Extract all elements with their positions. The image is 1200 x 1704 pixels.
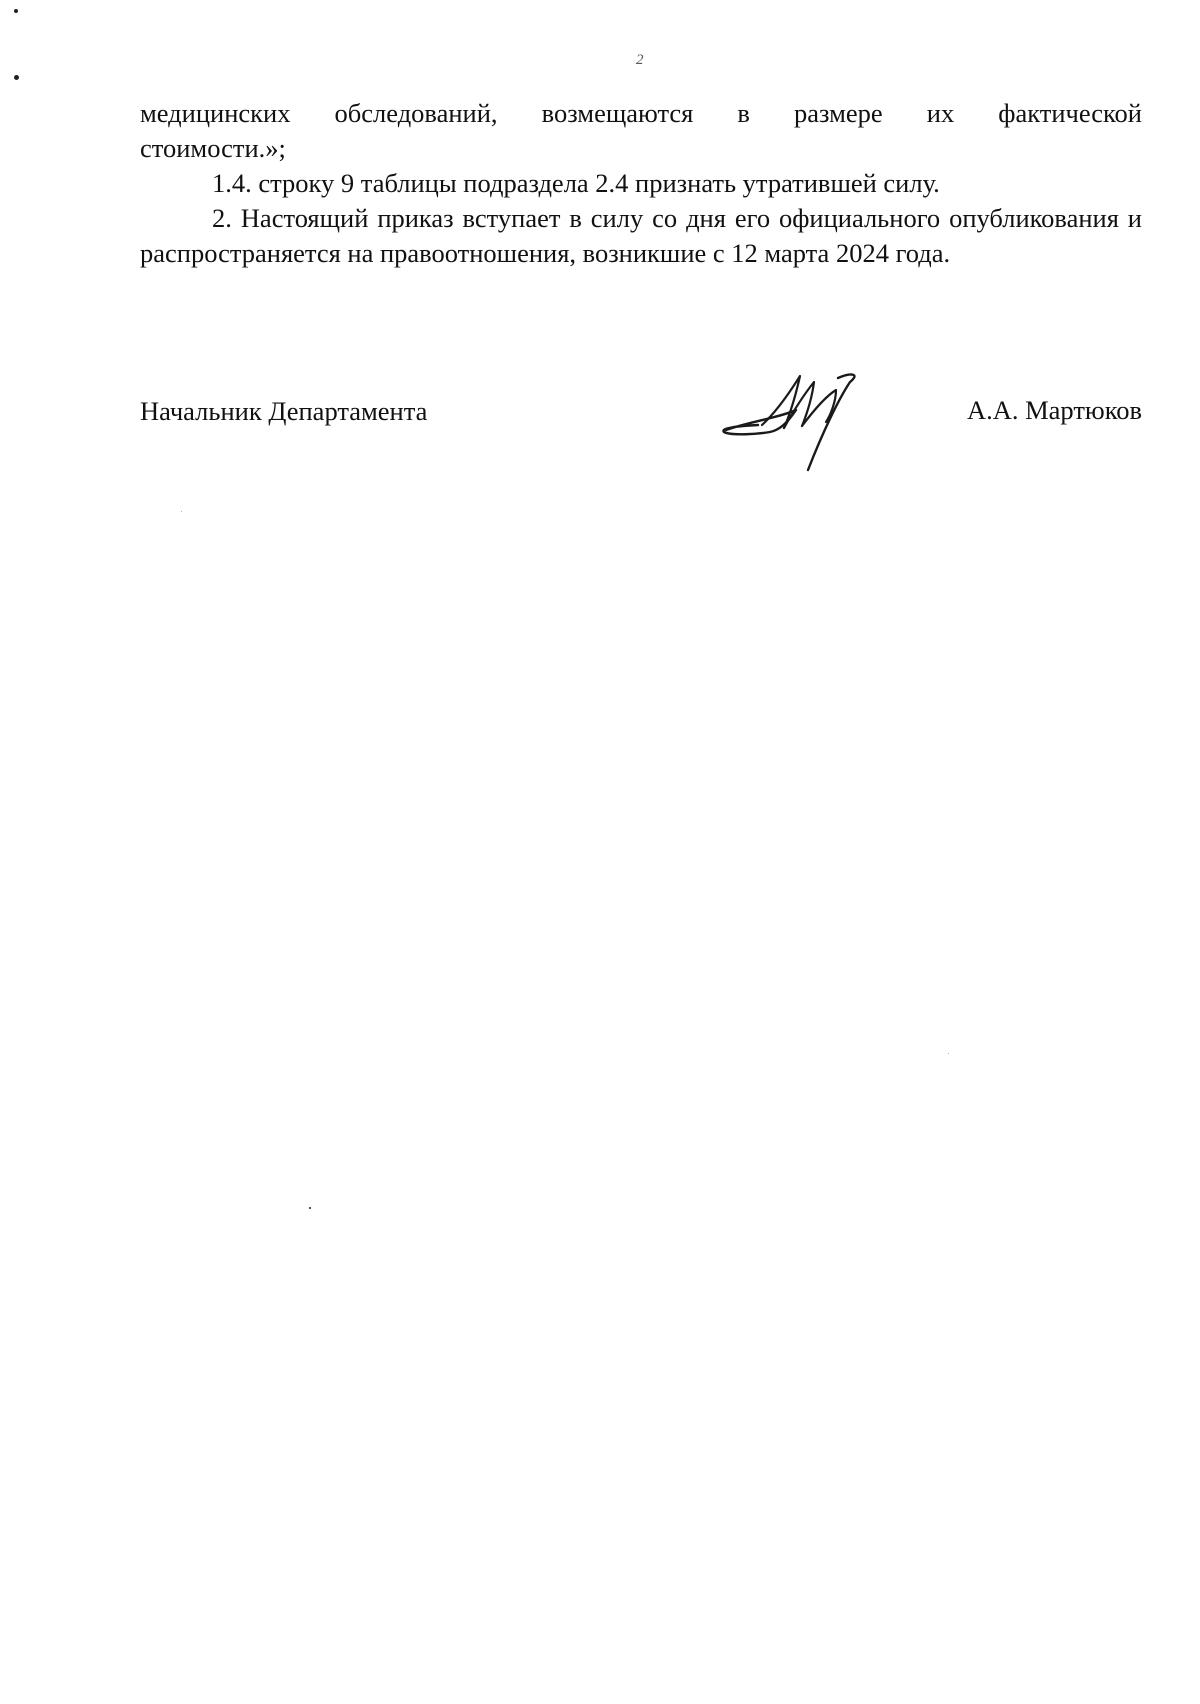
paragraph-item-2: 2. Настоящий приказ вступает в силу со дня его официального опубликования и распространяется на правоотношения, возникшие с 12 марта 2024 года.	[140, 203, 1142, 268]
signer-name: А.А. Мартюков	[966, 395, 1142, 425]
scan-mark	[14, 9, 18, 13]
paragraph-item-1-4: 1.4. строку 9 таблицы подраздела 2.4 признать утратившей силу.	[212, 168, 940, 198]
scan-mark	[14, 75, 19, 80]
page-number: 2	[636, 52, 644, 68]
signer-position: Начальник Департамента	[140, 396, 428, 426]
handwritten-signature	[718, 370, 878, 480]
scan-mark	[181, 511, 182, 512]
scan-mark	[948, 1053, 949, 1054]
document-body	[140, 96, 1142, 271]
scan-mark	[309, 1207, 311, 1209]
paragraph-continuation-line2: стоимости.»;	[140, 133, 286, 163]
paragraph-continuation-line1: медицинских обследований, возмещаются в размере их фактической	[140, 98, 1142, 128]
